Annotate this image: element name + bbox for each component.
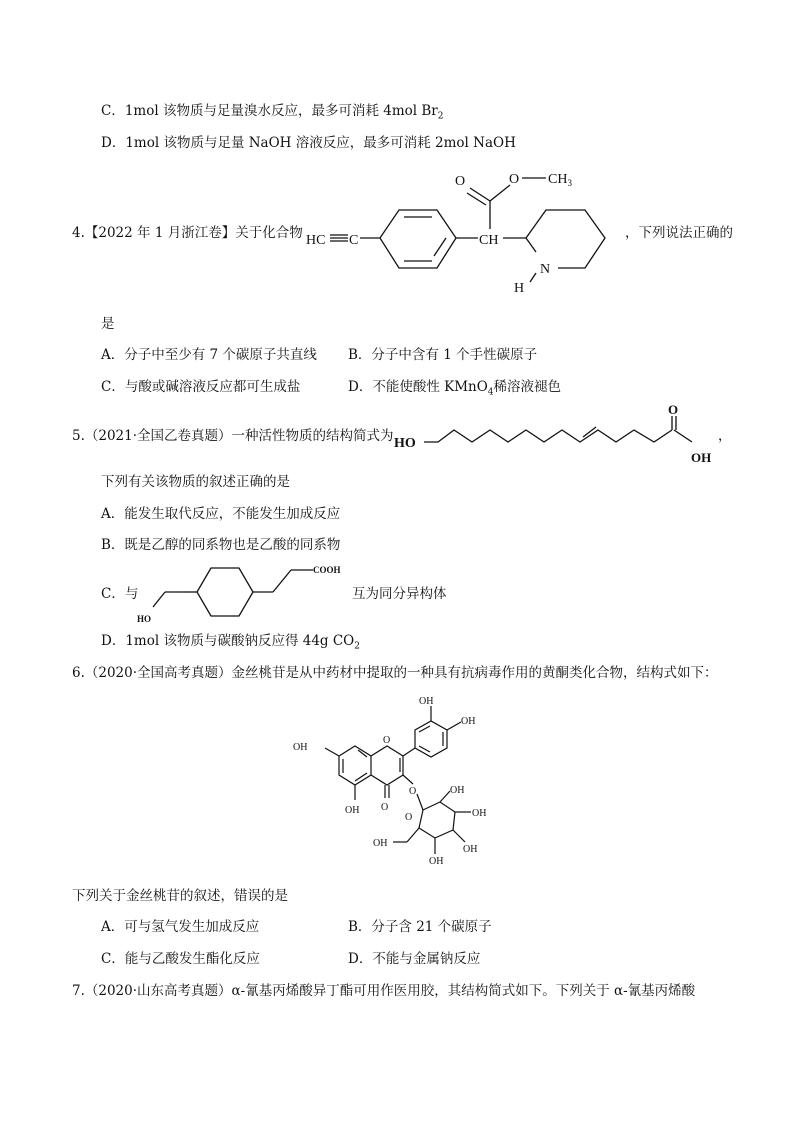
q4-option-b: B．分子中含有 1 个手性碳原子 [348, 347, 538, 363]
svg-text:O: O [455, 174, 466, 189]
q4-stem-prefix: 4.【2022 年 1 月浙江卷】关于化合物 [72, 225, 303, 241]
svg-text:C: C [349, 233, 359, 248]
svg-text:HO: HO [137, 614, 152, 624]
q4-stem-cont: 是 [101, 316, 115, 332]
q6-stem-cont: 下列关于金丝桃苷的叙述，错误的是 [72, 888, 288, 904]
q6-structure [285, 692, 505, 872]
q5-option-c-prefix: C．与 [101, 586, 139, 602]
svg-text:CH: CH [479, 233, 499, 248]
svg-text:OH: OH [472, 808, 487, 819]
q6-option-d: D．不能与金属钠反应 [348, 951, 481, 967]
q5-option-c-structure [135, 560, 355, 625]
svg-text:O: O [405, 812, 413, 823]
q5-stem-prefix: 5.（2021·全国乙卷真题）一种活性物质的结构简式为 [72, 428, 394, 444]
svg-text:OH: OH [293, 742, 308, 753]
svg-text:OH: OH [429, 856, 444, 867]
svg-text:OH: OH [691, 450, 712, 465]
q4-option-d: D．不能使酸性 KMnO$_4$稀溶液褪色 [348, 379, 562, 398]
q6-stem: 6.（2020·全国高考真题）金丝桃苷是从中药材中提取的一种具有抗病毒作用的黄酮类化合物，结构式如下： [72, 665, 718, 681]
q5-option-a: A．能发生取代反应，不能发生加成反应 [101, 506, 341, 522]
q5-structure [392, 400, 722, 468]
svg-text:O: O [668, 402, 679, 417]
q6-option-b: B．分子含 21 个碳原子 [348, 919, 492, 935]
q3-option-d: D．1mol 该物质与足量 NaOH 溶液反应，最多可消耗 2mol NaOH [101, 135, 516, 151]
svg-text:CH3: $CH_3$ [548, 172, 572, 188]
svg-text:H: H [514, 281, 525, 296]
q5-option-d: D．1mol 该物质与碳酸钠反应得 44g $CO_2$ [101, 633, 360, 652]
svg-text:N: N [540, 262, 551, 277]
q7-stem: 7.（2020·山东高考真题）α-氰基丙烯酸异丁酯可用作医用胶，其结构简式如下。下列关于 α-氰基丙烯酸 [72, 983, 696, 999]
q6-option-c: C．能与乙酸发生酯化反应 [101, 951, 260, 967]
q6-option-a: A．可与氢气发生加成反应 [101, 919, 260, 935]
svg-text:O: O [383, 735, 391, 746]
q5-option-c-suffix: 互为同分异构体 [352, 586, 447, 602]
q4-stem-suffix: ，下列说法正确的 [625, 225, 733, 241]
svg-text:OH: OH [463, 844, 478, 855]
q5-option-b: B．既是乙醇的同系物也是乙酸的同系物 [101, 537, 341, 553]
svg-text:OH: OH [450, 785, 465, 796]
q4-option-c: C．与酸或碱溶液反应都可生成盐 [101, 379, 301, 395]
q5-stem-suffix: ， [718, 428, 732, 444]
q3-option-c: C．1mol 该物质与足量溴水反应，最多可消耗 4mol $Br_2$ [101, 103, 444, 122]
q4-hc-label: HC [306, 233, 326, 248]
svg-text:OH: OH [373, 838, 388, 849]
svg-text:OH: OH [345, 805, 360, 816]
q5-stem-cont: 下列有关该物质的叙述正确的是 [101, 474, 290, 490]
svg-text:OH: OH [461, 716, 476, 727]
svg-text:O: O [409, 786, 417, 797]
svg-text:O: O [509, 172, 520, 187]
svg-text:COOH: COOH [313, 565, 341, 575]
svg-text:HO: HO [394, 436, 416, 451]
q4-option-a: A．分子中至少有 7 个碳原子共直线 [101, 347, 317, 363]
q4-structure [300, 165, 630, 300]
svg-text:O: O [381, 802, 389, 813]
svg-text:OH: OH [419, 696, 434, 707]
